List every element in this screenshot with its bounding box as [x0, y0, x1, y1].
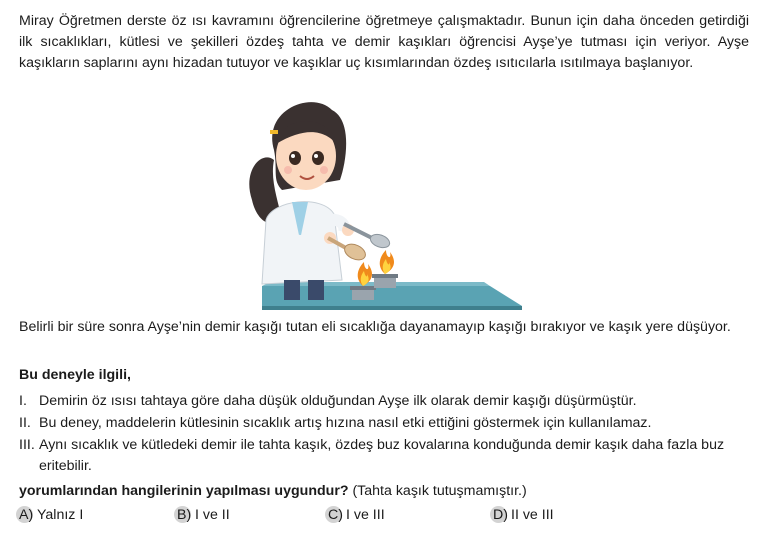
statement-text: Bu deney, maddelerin kütlesinin sıcaklık artış hızına nasıl etki ettiğini göstermek için kullanılamaz. — [39, 415, 652, 431]
experiment-illustration — [222, 90, 522, 312]
option-letter: A) — [19, 507, 37, 523]
option-letter: B) — [177, 507, 195, 523]
statement-text: Demirin öz ısısı tahtaya göre daha düşük olduğundan Ayşe ilk olarak demir kaşığı düşürmüştür. — [39, 393, 637, 409]
statement-text: Aynı sıcaklık ve kütledeki demir ile tahta kaşık, özdeş buz kovalarına konduğunda demir kaşık daha fazla buz eritebilir. — [39, 437, 725, 474]
burner-icon-right — [372, 250, 398, 288]
option-text: I ve II — [195, 507, 230, 523]
option-text: I ve III — [346, 507, 385, 523]
observation-paragraph: Belirli bir süre sonra Ayşe’nin demir kaşığı tutan eli sıcaklığa dayanamayıp kaşığı bırakıyor ve kaşık yere düşüyor. — [19, 319, 731, 335]
option-c[interactable] — [328, 507, 385, 523]
statement-number: II. — [19, 415, 31, 431]
statement-2 — [19, 413, 749, 434]
statement-3 — [19, 435, 749, 477]
option-letter: D) — [493, 507, 511, 523]
statement-number: III. — [19, 437, 35, 453]
answer-options — [19, 507, 759, 531]
option-letter: C) — [328, 507, 346, 523]
question-line — [19, 483, 527, 499]
statement-number: I. — [19, 393, 27, 409]
option-d[interactable] — [493, 507, 554, 523]
statement-1 — [19, 391, 749, 412]
intro-paragraph: Miray Öğretmen derste öz ısı kavramını öğrencilerine öğretmeye çalışmaktadır. Bunun için daha önceden getirdiği ilk sıcaklıkları, kütlesi ve şekilleri özdeş tahta ve demir kaşıkları öğrencisi Ayşe’ye tutması için veriyor. Ayşe kaşıkların saplarını aynı hizadan tutuyor ve kaşıklar uç kısımlarından özdeş ısıtıcılarla ısıtılmaya başlanıyor. — [19, 13, 749, 71]
option-b[interactable] — [177, 507, 230, 523]
burner-icon-left — [350, 262, 376, 300]
question-text: yorumlarından hangilerinin yapılması uygundur? — [19, 483, 349, 499]
option-a[interactable] — [19, 507, 83, 523]
statement-list — [19, 391, 749, 478]
option-text: II ve III — [511, 507, 554, 523]
girl-icon — [249, 102, 354, 300]
question-intro: Bu deneyle ilgili, — [19, 367, 131, 383]
option-text: Yalnız I — [37, 507, 84, 523]
question-note: (Tahta kaşık tutuşmamıştır.) — [348, 483, 527, 499]
